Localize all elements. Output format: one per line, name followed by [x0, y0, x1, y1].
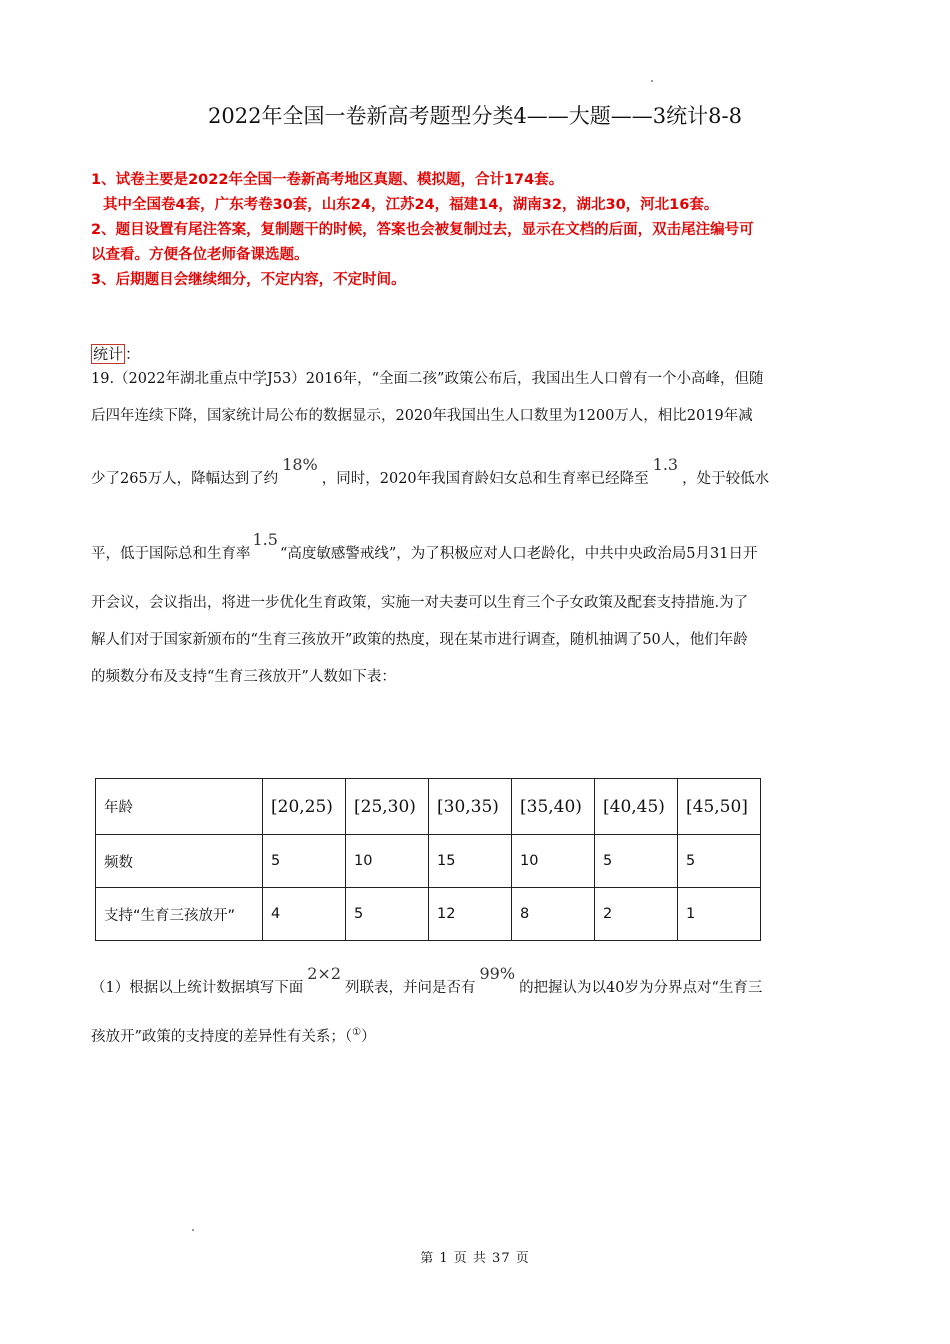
table-row-age — [96, 779, 761, 835]
page-footer: 第 1 页 共 37 页 — [420, 1251, 530, 1266]
notice-line-2: 其中全国卷4套，广东考卷30套，山东24，江苏24，福建14，湖南32，湖北30，河北16套。 — [103, 197, 719, 213]
question-line-1: 19.（2022年湖北重点中学J53）2016年，“全面二孩”政策公布后，我国出生人口曾有一个小高峰，但随 — [91, 371, 764, 387]
endnote-open: （ — [344, 1029, 353, 1045]
question-line-4 — [91, 530, 866, 564]
table-row-frequency — [96, 835, 761, 888]
text-segment: ，处于较低水 — [682, 471, 770, 487]
part1-line-2 — [91, 1027, 866, 1049]
text-segment: （1）根据以上统计数据填写下面 — [91, 980, 304, 996]
support-cell: 4 — [263, 888, 346, 941]
frequency-cell: 5 — [263, 835, 346, 888]
notice-line-1: 1、试卷主要是2022年全国一卷新高考地区真题、模拟题，合计174套。 — [91, 172, 564, 188]
section-tag[interactable]: 统计 — [93, 345, 124, 363]
endnote-mark[interactable]: ① — [352, 1027, 362, 1038]
text-segment: ，同时，2020年我国育龄妇女总和生育率已经降至 — [321, 471, 649, 487]
part1-line-1 — [91, 964, 866, 998]
age-frequency-table — [95, 778, 761, 941]
row-label-support: 支持“生育三孩放开” — [96, 888, 263, 941]
support-cell: 2 — [595, 888, 678, 941]
frequency-cell: 15 — [429, 835, 512, 888]
age-interval: [25,30) — [346, 779, 429, 835]
math-99-percent: 99% — [479, 964, 516, 983]
table-row-support — [96, 888, 761, 941]
question-line-2: 后四年连续下降，国家统计局公布的数据显示，2020年我国出生人口数里为1200万人，相比2019年减 — [91, 408, 753, 424]
text-segment: 列联表，并问是否有 — [345, 980, 476, 996]
question-line-3 — [91, 455, 866, 489]
age-interval: [20,25) — [263, 779, 346, 835]
math-18-percent: 18% — [282, 455, 318, 474]
frequency-cell: 10 — [346, 835, 429, 888]
age-interval: [45,50] — [678, 779, 761, 835]
endnote-close: ） — [361, 1029, 376, 1045]
support-cell: 1 — [678, 888, 761, 941]
page-title: 2022年全国一卷新高考题型分类4——大题——3统计8-8 — [208, 104, 742, 128]
notice-line-4: 以查看。方便各位老师备课选题。 — [91, 247, 309, 263]
math-2x2: 2×2 — [307, 964, 341, 983]
age-interval: [30,35) — [429, 779, 512, 835]
row-label-frequency: 频数 — [96, 835, 263, 888]
age-interval: [35,40) — [512, 779, 595, 835]
age-interval: [40,45) — [595, 779, 678, 835]
section-heading — [91, 343, 140, 364]
decorative-dot — [192, 1229, 194, 1231]
support-cell: 12 — [429, 888, 512, 941]
text-segment: “高度敏感警戒线”，为了积极应对人口老龄化，中共中央政治局5月31日开 — [279, 546, 758, 562]
support-cell: 5 — [346, 888, 429, 941]
text-segment: 孩放开”政策的支持度的差异性有关系； — [91, 1029, 345, 1045]
frequency-cell: 5 — [678, 835, 761, 888]
text-segment: 少了265万人，降幅达到了约 — [91, 471, 279, 487]
support-cell: 8 — [512, 888, 595, 941]
notice-line-5: 3、后期题目会继续细分，不定内容，不定时间。 — [91, 272, 406, 288]
question-line-7: 的频数分布及支持“生育三孩放开”人数如下表： — [91, 669, 396, 685]
math-1-3: 1.3 — [652, 455, 679, 474]
question-line-6: 解人们对于国家新颁布的“生育三孩放开”政策的热度，现在某市进行调查，随机抽调了50人，他们年龄 — [91, 632, 748, 648]
text-segment: 的把握认为以40岁为分界点对“生育三 — [519, 980, 763, 996]
decorative-dot — [651, 80, 653, 82]
frequency-cell: 5 — [595, 835, 678, 888]
notice-block — [91, 168, 871, 293]
question-line-5: 开会议，会议指出，将进一步优化生育政策，实施一对夫妻可以生育三个子女政策及配套支持措施.为了 — [91, 595, 749, 611]
math-1-5: 1.5 — [252, 530, 278, 549]
row-label-age: 年龄 — [96, 779, 263, 835]
notice-line-3: 2、题目设置有尾注答案，复制题干的时候，答案也会被复制过去，显示在文档的后面，双击尾注编号可 — [91, 222, 754, 238]
frequency-cell: 10 — [512, 835, 595, 888]
section-colon: ： — [125, 345, 141, 363]
text-segment: 平，低于国际总和生育率 — [91, 546, 251, 562]
